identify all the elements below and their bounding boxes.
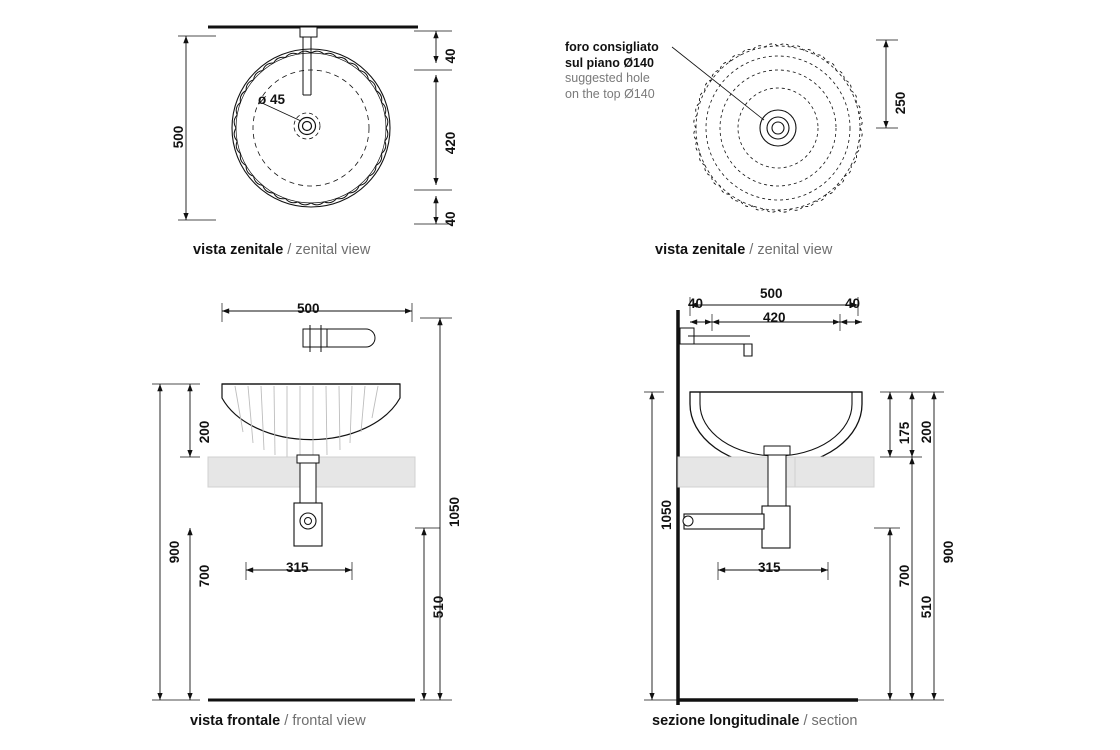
- dim-zenital-inner-420: 420: [443, 131, 458, 155]
- caption-section-en: section: [811, 713, 858, 729]
- dim-section-right-40: 40: [845, 296, 861, 311]
- suggested-hole-annotation: [565, 40, 659, 103]
- caption-zenital-right-it: vista zenitale: [655, 242, 746, 258]
- caption-frontal-it: vista frontale: [190, 713, 281, 729]
- dim-zenital-offset-bottom-40: 40: [443, 211, 458, 227]
- dim-frontal-510: 510: [431, 595, 446, 619]
- zenital-left-geometry: [178, 27, 452, 224]
- caption-section-it: sezione longitudinale: [652, 713, 800, 729]
- annotation-en-line1: suggested hole: [565, 71, 650, 86]
- caption-frontal-en: frontal view: [292, 713, 366, 729]
- caption-sep: /: [283, 242, 296, 258]
- dim-frontal-width-500: 500: [297, 301, 320, 316]
- dim-zenital-right-250: 250: [893, 91, 908, 115]
- caption-zenital-left: [193, 242, 370, 258]
- dim-section-1050: 1050: [659, 499, 674, 531]
- dim-section-900: 900: [941, 540, 956, 564]
- dim-section-510: 510: [919, 595, 934, 619]
- dim-frontal-900: 900: [167, 540, 182, 564]
- annotation-it-line1: foro consigliato: [565, 40, 659, 54]
- annotation-it-line2: sul piano Ø140: [565, 55, 654, 70]
- dim-section-bowl-175: 175: [897, 421, 912, 445]
- section-geometry: [644, 297, 944, 705]
- dim-section-width-500: 500: [760, 286, 783, 301]
- dim-section-bowl-200: 200: [919, 420, 934, 444]
- caption-zenital-left-it: vista zenitale: [193, 242, 284, 258]
- caption-sep: /: [280, 713, 293, 729]
- caption-section: [652, 713, 857, 729]
- dim-frontal-700: 700: [197, 564, 212, 588]
- annotation-en-line2: on the top Ø140: [565, 86, 655, 101]
- caption-zenital-right: [655, 242, 832, 258]
- dim-frontal-bowl-200: 200: [197, 420, 212, 444]
- dim-zenital-offset-top-40: 40: [443, 48, 458, 64]
- dim-frontal-trap-315: 315: [286, 560, 309, 575]
- caption-zenital-right-en: zenital view: [757, 242, 833, 258]
- dim-section-700: 700: [897, 564, 912, 588]
- dim-section-inner-420: 420: [763, 310, 786, 325]
- caption-frontal: [190, 713, 366, 729]
- dim-section-left-40: 40: [688, 296, 704, 311]
- dim-drain-hole-45: ø 45: [258, 92, 286, 107]
- dim-frontal-1050: 1050: [447, 496, 462, 528]
- dim-zenital-width-500: 500: [171, 125, 186, 149]
- dim-section-trap-315: 315: [758, 560, 781, 575]
- caption-zenital-left-en: zenital view: [295, 242, 371, 258]
- frontal-geometry: [152, 303, 452, 700]
- caption-sep: /: [745, 242, 758, 258]
- caption-sep: /: [799, 713, 812, 729]
- zenital-right-geometry: [672, 40, 898, 210]
